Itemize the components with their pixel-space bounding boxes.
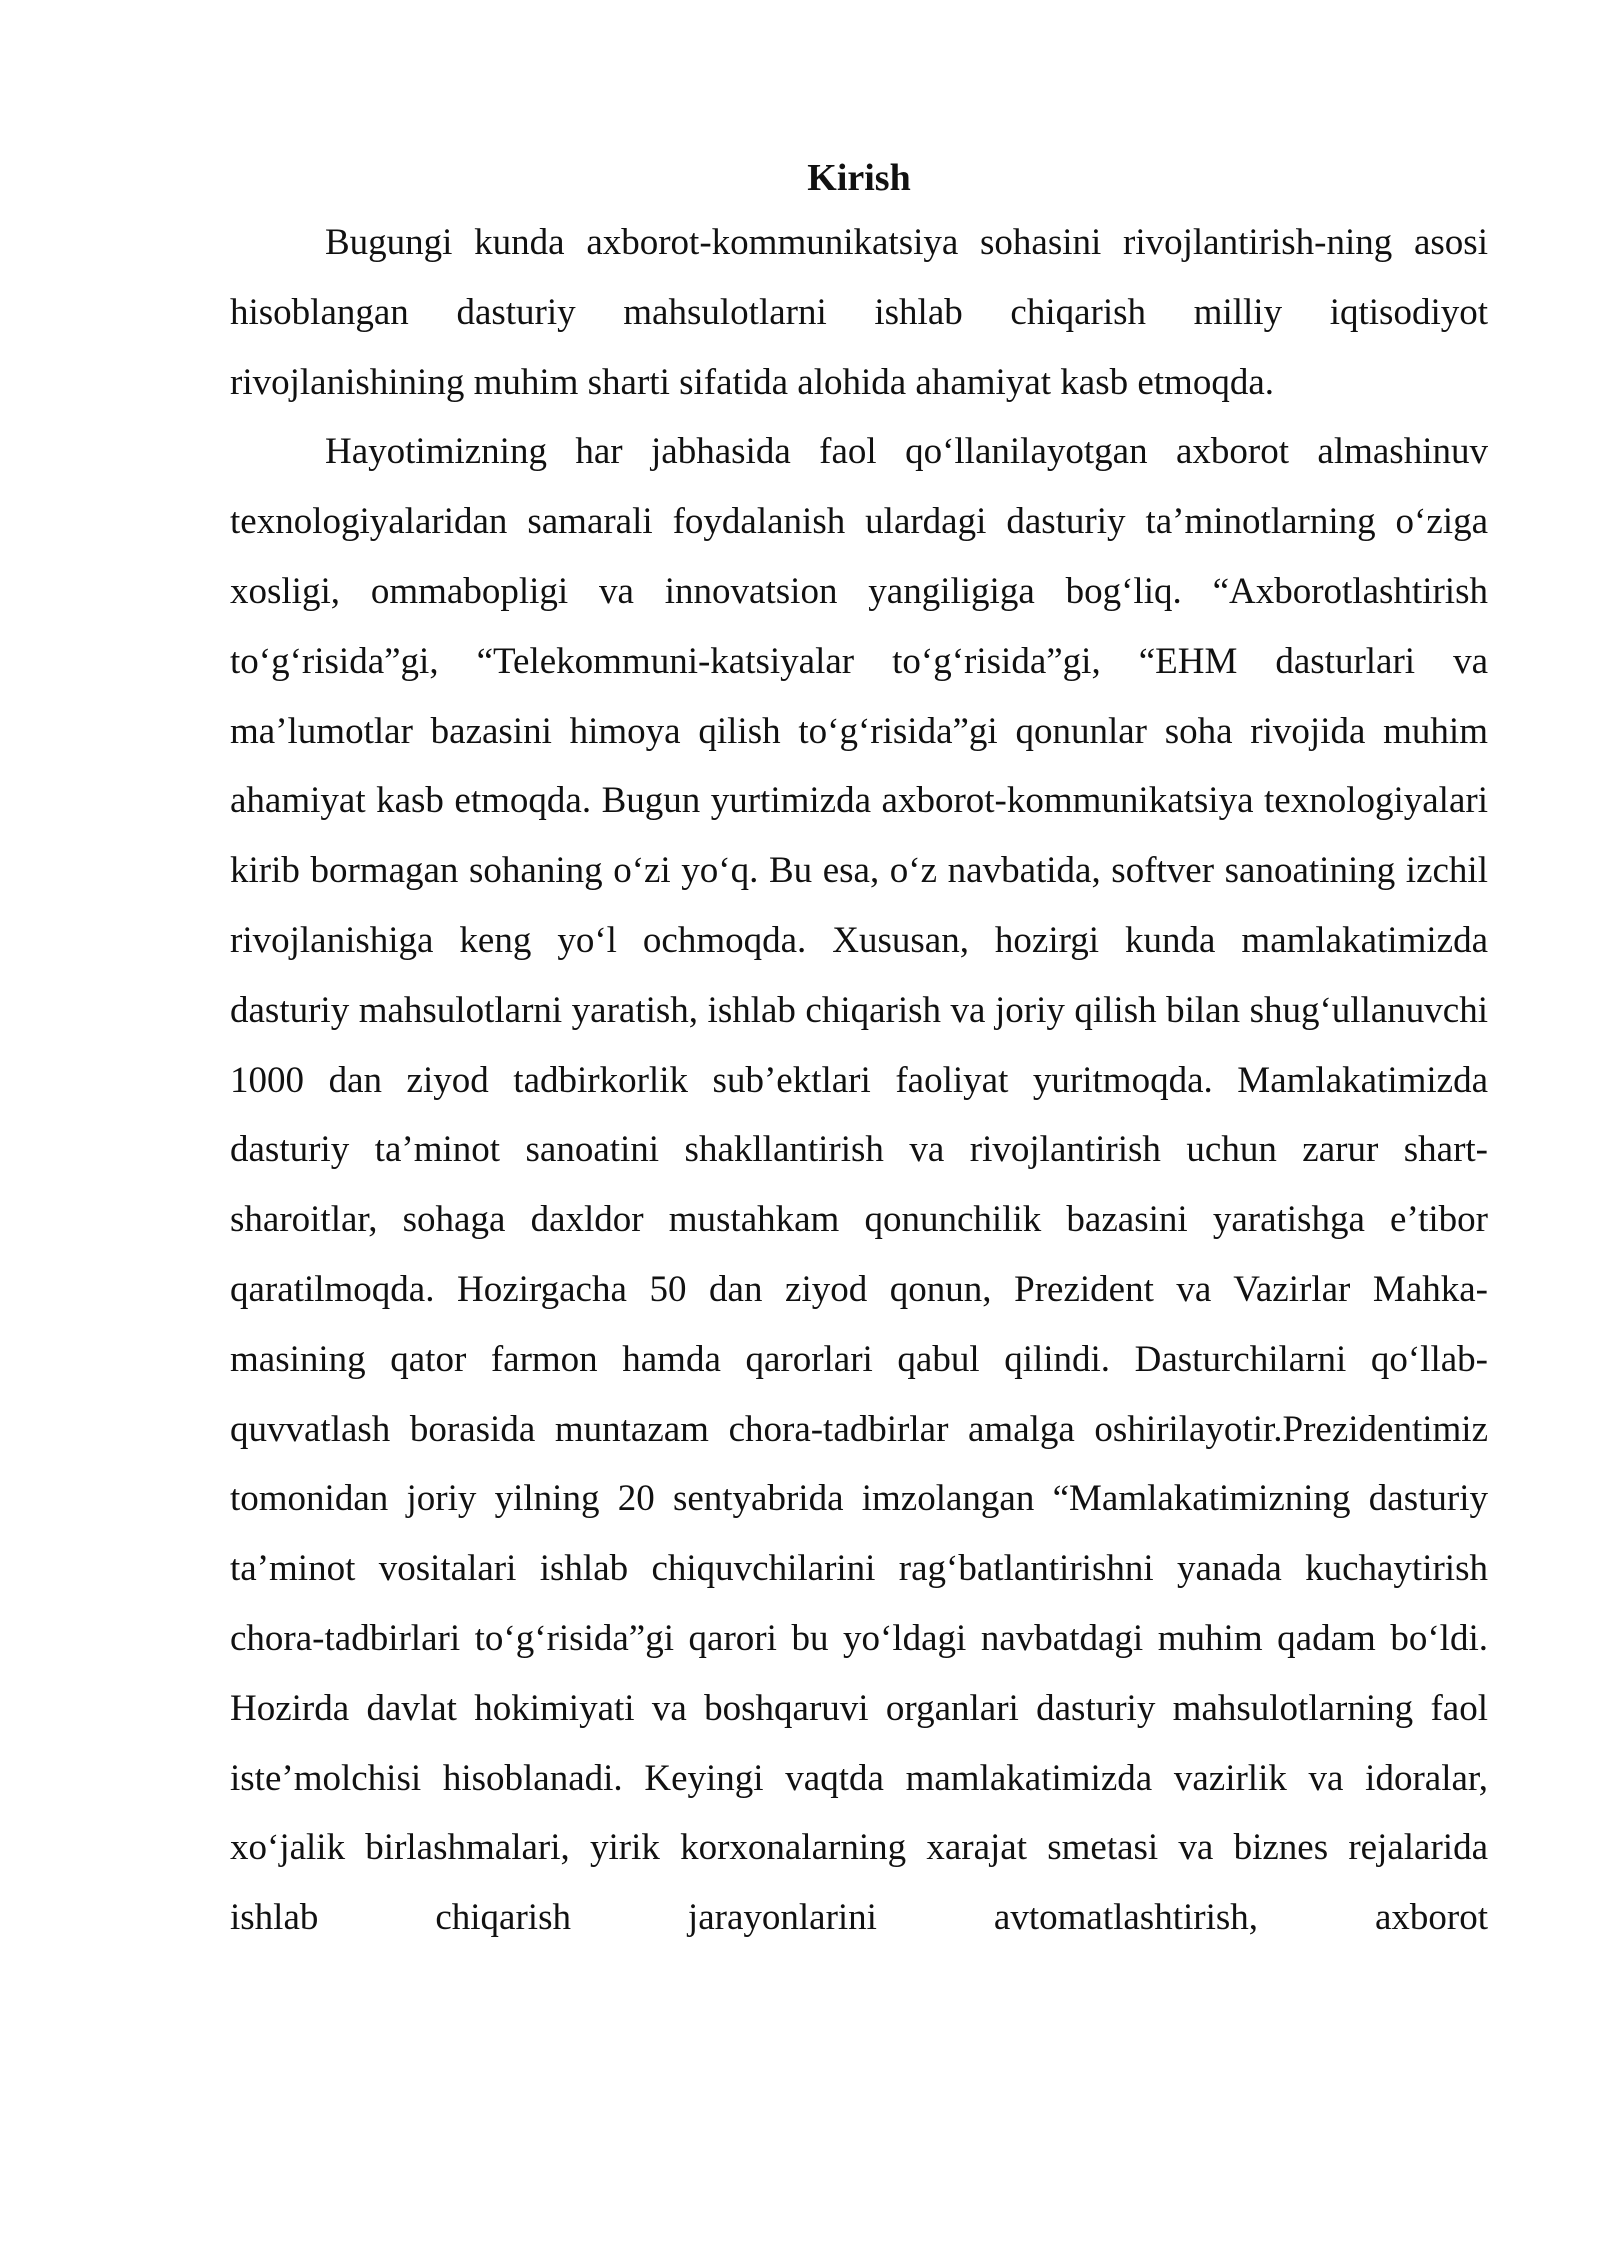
paragraph-intro: Bugungi kunda axborot-kommunikatsiya sohasini rivojlantirish-ning asosi hisoblangan dasturiy mahsulotlarni ishlab chiqarish milliy iqtisodiyot rivojlanishining muhim sharti sifatida alohida ahamiyat kasb etmoqda. [230,222,1488,403]
document-title: Kirish [807,157,911,199]
document-body [230,148,1488,1953]
paragraph-main: Hayotimizning har jabhasida faol qo‘llanilayotgan axborot almashinuv texnologiyalaridan samarali foydalanish ulardagi dasturiy ta’minotlarning o‘ziga xosligi, ommabopligi va innovatsion yangiligiga bog‘liq. “Axborotlashtirish to‘g‘risida”gi, “Telekommuni-katsiyalar to‘g‘risida”gi, “EHM dasturlari va ma’lumotlar bazasini himoya qilish to‘g‘risida”gi qonunlar soha rivojida muhim ahamiyat kasb etmoqda. Bugun yurtimizda axborot-kommunikatsiya texnologiyalari kirib bormagan sohaning o‘zi yo‘q. Bu esa, o‘z navbatida, softver sanoatining izchil rivojlanishiga keng yo‘l ochmoqda. Xususan, hozirgi kunda mamlakatimizda dasturiy mahsulotlarni yaratish, ishlab chiqarish va joriy qilish bilan shug‘ullanuvchi 1000 dan ziyod tadbirkorlik sub’ektlari faoliyat yuritmoqda. Mamlakatimizda dasturiy ta’minot sanoatini shakllantirish va rivojlantirish uchun zarur shart-sharoitlar, sohaga daxldor mustahkam qonunchilik bazasini yaratishga e’tibor qaratilmoqda. Hozirgacha 50 dan ziyod qonun, Prezident va Vazirlar Mahka-masining qator farmon hamda qarorlari qabul qilindi. Dasturchilarni qo‘llab-quvvatlash borasida muntazam chora-tadbirlar amalga oshirilayotir.Prezidentimiz tomonidan joriy yilning 20 sentyabrida imzolangan “Mamlakatimizning dasturiy ta’minot vositalari ishlab chiquvchilarini rag‘batlantirishni yanada kuchaytirish chora-tadbirlari to‘g‘risida”gi qarori bu yo‘ldagi navbatdagi muhim qadam bo‘ldi. Hozirda davlat hokimiyati va boshqaruvi organlari dasturiy mahsulotlarning faol iste’molchisi hisoblanadi. Keyingi vaqtda mamlakatimizda vazirlik va idoralar, xo‘jalik birlashmalari, yirik korxonalarning xarajat smetasi va biznes rejalarida ishlab chiqarish jarayonlarini avtomatlashtirish, axborot [230,431,1488,1939]
